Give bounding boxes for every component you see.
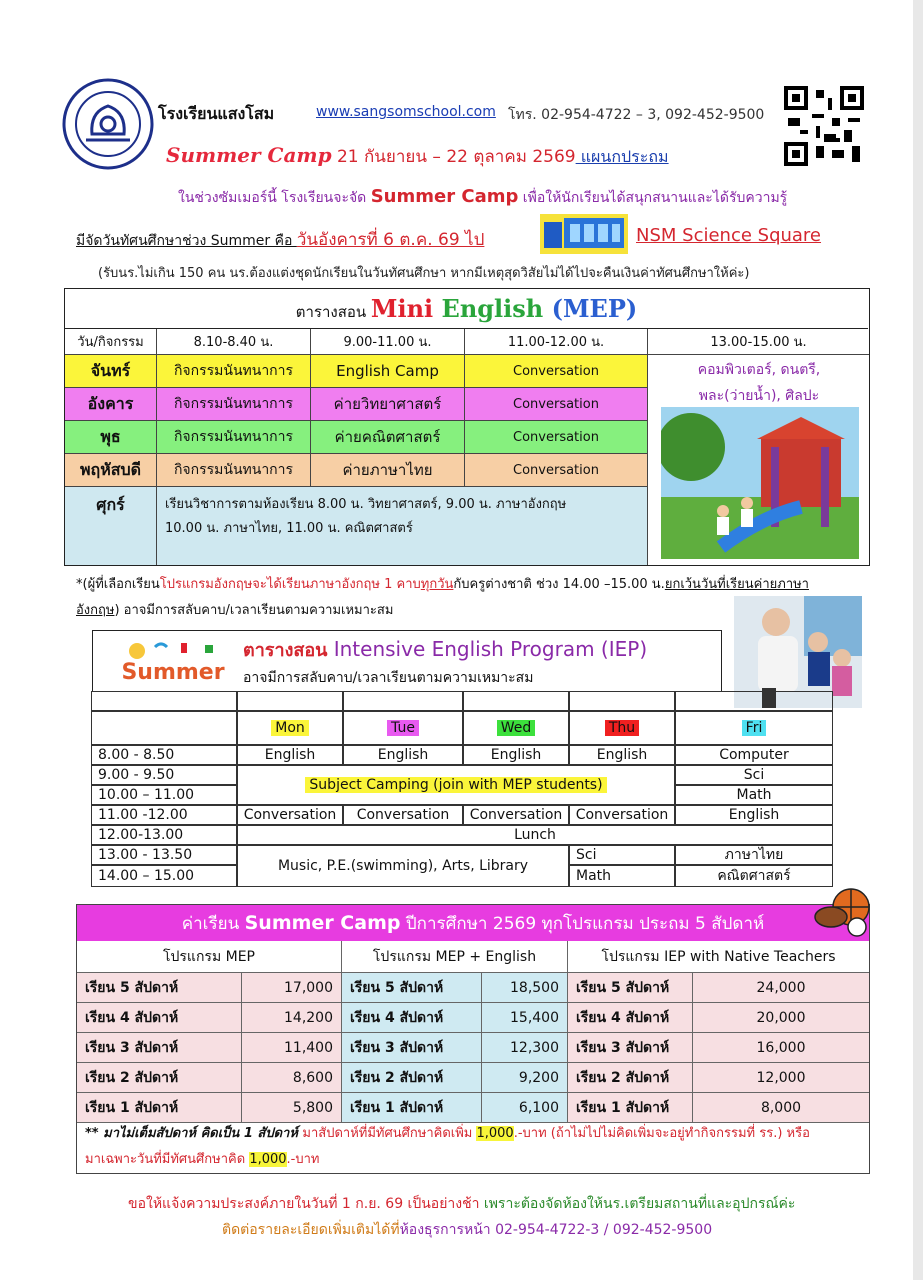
mep-day-tue: อังคาร [65,388,157,421]
iep-header-tue [343,711,463,745]
mep-wed-slot1: กิจกรรมนันทนาการ [157,421,311,454]
iep-header-time [91,711,237,745]
fees-head-bold: Summer Camp [244,912,401,934]
footer-deadline [128,1193,795,1215]
iep-afternoon-activities: Music, P.E.(swimming), Arts, Library [237,845,569,887]
school-name: โรงเรียนแสงโสม [158,104,275,123]
iep-fri-sci: Sci [675,765,833,785]
iep-day-fri: Fri [742,720,767,736]
mep-header-slot4: 13.00-15.00 น. [648,329,869,355]
iep-thu-math: Math [569,865,675,887]
mep-fri-line2: 10.00 น. ภาษาไทย, 11.00 น. คณิตศาสตร์ [165,521,413,536]
iep-header-wed [463,711,569,745]
mep-thu-slot1: กิจกรรมนันทนาการ [157,454,311,487]
science-square-logo-icon [540,214,628,254]
iep-tue-english: English [343,745,463,765]
iep-time-2: 9.00 - 9.50 [91,765,237,785]
fees-row-price: 20,000 [693,1003,869,1033]
fees-row-price: 15,400 [482,1003,568,1033]
mep-title [65,289,868,329]
camp-dates: 21 กันยายน – 22 ตุลาคม 2569 [331,147,576,167]
mep-title-word: Mini [370,294,442,323]
iep-blank-corner [91,691,237,711]
intro-pre: ในช่วงซัมเมอร์นี้ โรงเรียนจะจัด [178,190,371,206]
fees-head-post: ปีการศึกษา 2569 ทุกโปรแกรม ประถม 5 สัปดาห์ [400,914,765,934]
fees-row-price: 17,000 [242,973,342,1003]
iep-fri-thai: ภาษาไทย [675,845,833,865]
mep-mon-slot3: Conversation [465,355,648,388]
footer-line2-b: ห้องธุรการหน้า 02-954-4722-3 / 092-452-9500 [399,1222,713,1238]
trip-day: วันอังคารที่ 6 ต.ค. 69 ไป [296,230,485,250]
footer-line1-b: เพราะต้องจัดห้องให้นร.เตรียมสถานที่และอุปกรณ์ค่ะ [483,1196,796,1212]
iep-time-6: 13.00 - 13.50 [91,845,237,865]
mep-wed-slot2: ค่ายคณิตศาสตร์ [311,421,465,454]
fees-row-label: เรียน 5 สัปดาห์ [77,973,242,1003]
iep-time-3: 10.00 – 11.00 [91,785,237,805]
iep-blank [569,691,675,711]
iep-title-pre: ตารางสอน [243,640,334,661]
iep-header-thu [569,711,675,745]
fees-note-e: .-บาท [286,1152,320,1167]
iep-title [243,635,647,664]
mep-note-part3: ทุกวัน [420,577,454,592]
mep-note-part5: ยกเว้นวันที่เรียนค่ายภาษาอังกฤษ [76,577,809,618]
mep-note-part2: โปรแกรมอังกฤษจะได้เรียนภาษาอังกฤษ 1 คาบ [159,577,421,592]
mep-tue-slot1: กิจกรรมนันทนาการ [157,388,311,421]
fees-row-label: เรียน 1 สัปดาห์ [77,1093,242,1123]
iep-blank [343,691,463,711]
page-edge [913,0,923,1280]
fees-row-label: เรียน 5 สัปดาห์ [568,973,693,1003]
phone-numbers: โทร. 02-954-4722 – 3, 092-452-9500 [508,107,765,123]
mep-header-slot3: 11.00-12.00 น. [465,329,648,355]
camp-section: แผนกประถม [575,147,669,166]
mep-wed-slot3: Conversation [465,421,648,454]
intro-post: เพื่อให้นักเรียนได้สนุกสนานและได้รับความรู้ [518,190,788,206]
mep-title-word: English [441,294,552,323]
iep-fri-math: Math [675,785,833,805]
iep-lunch: Lunch [237,825,833,845]
iep-day-wed: Wed [497,720,536,736]
fees-note-b: มาสัปดาห์ที่มีทัศนศึกษาคิดเพิ่ม [302,1126,477,1141]
mep-thu-slot2: ค่ายภาษาไทย [311,454,465,487]
mep-schedule-table [64,288,870,566]
mep-program-name [371,294,637,323]
fees-row-price: 16,000 [693,1033,869,1063]
summer-logo-icon [115,641,231,685]
iep-title-box [92,630,722,692]
mep-mon-slot2: English Camp [311,355,465,388]
fees-program-mep: โปรแกรม MEP [77,941,342,973]
trip-place: NSM Science Square [636,225,822,246]
fees-row-price: 5,800 [242,1093,342,1123]
mep-day-fri: ศุกร์ [65,487,157,565]
iep-blank [675,691,833,711]
mep-note [76,572,836,624]
field-trip-line [76,226,484,253]
trip-pre: มีจัดวันทัศนศึกษาช่วง Summer คือ [76,233,297,249]
fees-row-price: 8,600 [242,1063,342,1093]
mep-afternoon-line2: พละ(ว่ายน้ำ), ศิลปะ [698,388,820,404]
fees-row-label: เรียน 2 สัปดาห์ [342,1063,482,1093]
mep-title-word: (MEP) [551,294,638,323]
camp-name: Summer Camp [166,143,332,167]
fees-row-price: 11,400 [242,1033,342,1063]
fees-note-amount2: 1,000 [249,1152,287,1167]
fees-table [76,904,870,1174]
iep-blank [237,691,343,711]
iep-wed-conversation: Conversation [463,805,569,825]
mep-header-slot1: 8.10-8.40 น. [157,329,311,355]
fees-row-label: เรียน 1 สัปดาห์ [342,1093,482,1123]
iep-blank [463,691,569,711]
fees-row-price: 6,100 [482,1093,568,1123]
iep-fri-english: English [675,805,833,825]
fees-row-label: เรียน 3 สัปดาห์ [342,1033,482,1063]
sports-balls-icon [813,885,871,937]
trip-note: (รับนร.ไม่เกิน 150 คน นร.ต้องแต่งชุดนักเรียนในวันทัศนศึกษา หากมีเหตุสุดวิสัยไม่ได้ไปจะคืนเงินค่าทัศนศึกษาให้ค่ะ) [98,266,750,281]
iep-time-4: 11.00 -12.00 [91,805,237,825]
fees-row-label: เรียน 4 สัปดาห์ [342,1003,482,1033]
mep-tue-slot2: ค่ายวิทยาศาสตร์ [311,388,465,421]
mep-note-part1: *(ผู้ที่เลือกเรียน [76,577,160,592]
school-logo-icon [62,78,154,170]
footer-line1-a: ขอให้แจ้งความประสงค์ภายในวันที่ 1 ก.ย. 69 เป็นอย่างช้า [128,1196,484,1212]
mep-day-mon: จันทร์ [65,355,157,388]
iep-header-mon [237,711,343,745]
iep-thu-conversation: Conversation [569,805,675,825]
iep-time-1: 8.00 - 8.50 [91,745,237,765]
fees-heading [77,905,869,941]
iep-subject-camping [237,765,675,805]
iep-wed-english: English [463,745,569,765]
fees-note-d: มาเฉพาะวันที่มีทัศนศึกษาคิด [85,1152,250,1167]
mep-fri-line1: เรียนวิชาการตามห้องเรียน 8.00 น. วิทยาศาสตร์, 9.00 น. ภาษาอังกฤษ [165,497,567,512]
fees-row-price: 18,500 [482,973,568,1003]
iep-day-tue: Tue [387,720,419,736]
iep-fri-computer: Computer [675,745,833,765]
footer-contact [222,1219,712,1241]
mep-title-pre: ตารางสอน [295,303,371,321]
fees-note-c: .-บาท (ถ้าไม่ไปไม่คิดเพิ่มจะอยู่ทำกิจกรรมที่ รร.) หรือ [513,1126,810,1141]
footer-line2-a: ติดต่อรายละเอียดเพิ่มเติมได้ที่ [222,1222,400,1238]
mep-day-wed: พุธ [65,421,157,454]
fees-row-price: 24,000 [693,973,869,1003]
iep-subtitle: อาจมีการสลับคาบ/เวลาเรียนตามความเหมาะสม [243,670,534,686]
fees-program-mep-english: โปรแกรม MEP + English [342,941,568,973]
mep-tue-slot3: Conversation [465,388,648,421]
mep-thu-slot3: Conversation [465,454,648,487]
fees-row-label: เรียน 3 สัปดาห์ [77,1033,242,1063]
fees-program-iep: โปรแกรม IEP with Native Teachers [568,941,869,973]
iep-program-name: Intensive English Program (IEP) [333,637,648,661]
fees-note-amount1: 1,000 [476,1126,514,1141]
mep-mon-slot1: กิจกรรมนันทนาการ [157,355,311,388]
iep-subject-camping-text: Subject Camping (join with MEP students) [305,777,606,793]
mep-header-slot2: 9.00-11.00 น. [311,329,465,355]
mep-fri-academics [157,487,648,565]
fees-row-label: เรียน 3 สัปดาห์ [568,1033,693,1063]
mep-afternoon-activities [648,357,870,409]
fees-row-price: 12,000 [693,1063,869,1093]
iep-header-fri [675,711,833,745]
fees-row-price: 9,200 [482,1063,568,1093]
mep-note-part6: ) อาจมีการสลับคาบ/เวลาเรียนตามความเหมาะสม [114,603,394,618]
camp-title [166,143,669,170]
intro-text [178,186,787,209]
mep-note-part4: กับครูต่างชาติ ช่วง 14.00 –15.00 น. [453,577,665,592]
fees-row-label: เรียน 2 สัปดาห์ [77,1063,242,1093]
mep-header-day: วัน/กิจกรรม [65,329,157,355]
fees-row-label: เรียน 4 สัปดาห์ [568,1003,693,1033]
fees-row-label: เรียน 2 สัปดาห์ [568,1063,693,1093]
fees-row-label: เรียน 1 สัปดาห์ [568,1093,693,1123]
iep-schedule-table [92,692,834,888]
website-link[interactable]: www.sangsomschool.com [316,104,496,120]
fees-note-a: ** มาไม่เต็มสัปดาห์ คิดเป็น 1 สัปดาห์ [85,1126,303,1141]
iep-time-7: 14.00 – 15.00 [91,865,237,887]
fees-row-price: 8,000 [693,1093,869,1123]
iep-tue-conversation: Conversation [343,805,463,825]
iep-time-5: 12.00-13.00 [91,825,237,845]
mep-day-thu: พฤหัสบดี [65,454,157,487]
fees-row-label: เรียน 5 สัปดาห์ [342,973,482,1003]
playground-photo [661,407,859,559]
iep-thu-sci: Sci [569,845,675,865]
iep-thu-english: English [569,745,675,765]
fees-row-price: 12,300 [482,1033,568,1063]
iep-fri-mathematics: คณิตศาสตร์ [675,865,833,887]
mep-afternoon-line1: คอมพิวเตอร์, ดนตรี, [697,362,821,378]
fees-head-pre: ค่าเรียน [181,914,245,934]
fees-row-label: เรียน 4 สัปดาห์ [77,1003,242,1033]
iep-mon-conversation: Conversation [237,805,343,825]
iep-day-mon: Mon [271,720,309,736]
iep-mon-english: English [237,745,343,765]
fees-note [85,1121,863,1173]
intro-bold: Summer Camp [370,186,519,207]
fees-row-price: 14,200 [242,1003,342,1033]
summer-logo-text: Summer [121,660,225,685]
qr-code-icon [784,86,864,166]
iep-day-thu: Thu [605,720,639,736]
